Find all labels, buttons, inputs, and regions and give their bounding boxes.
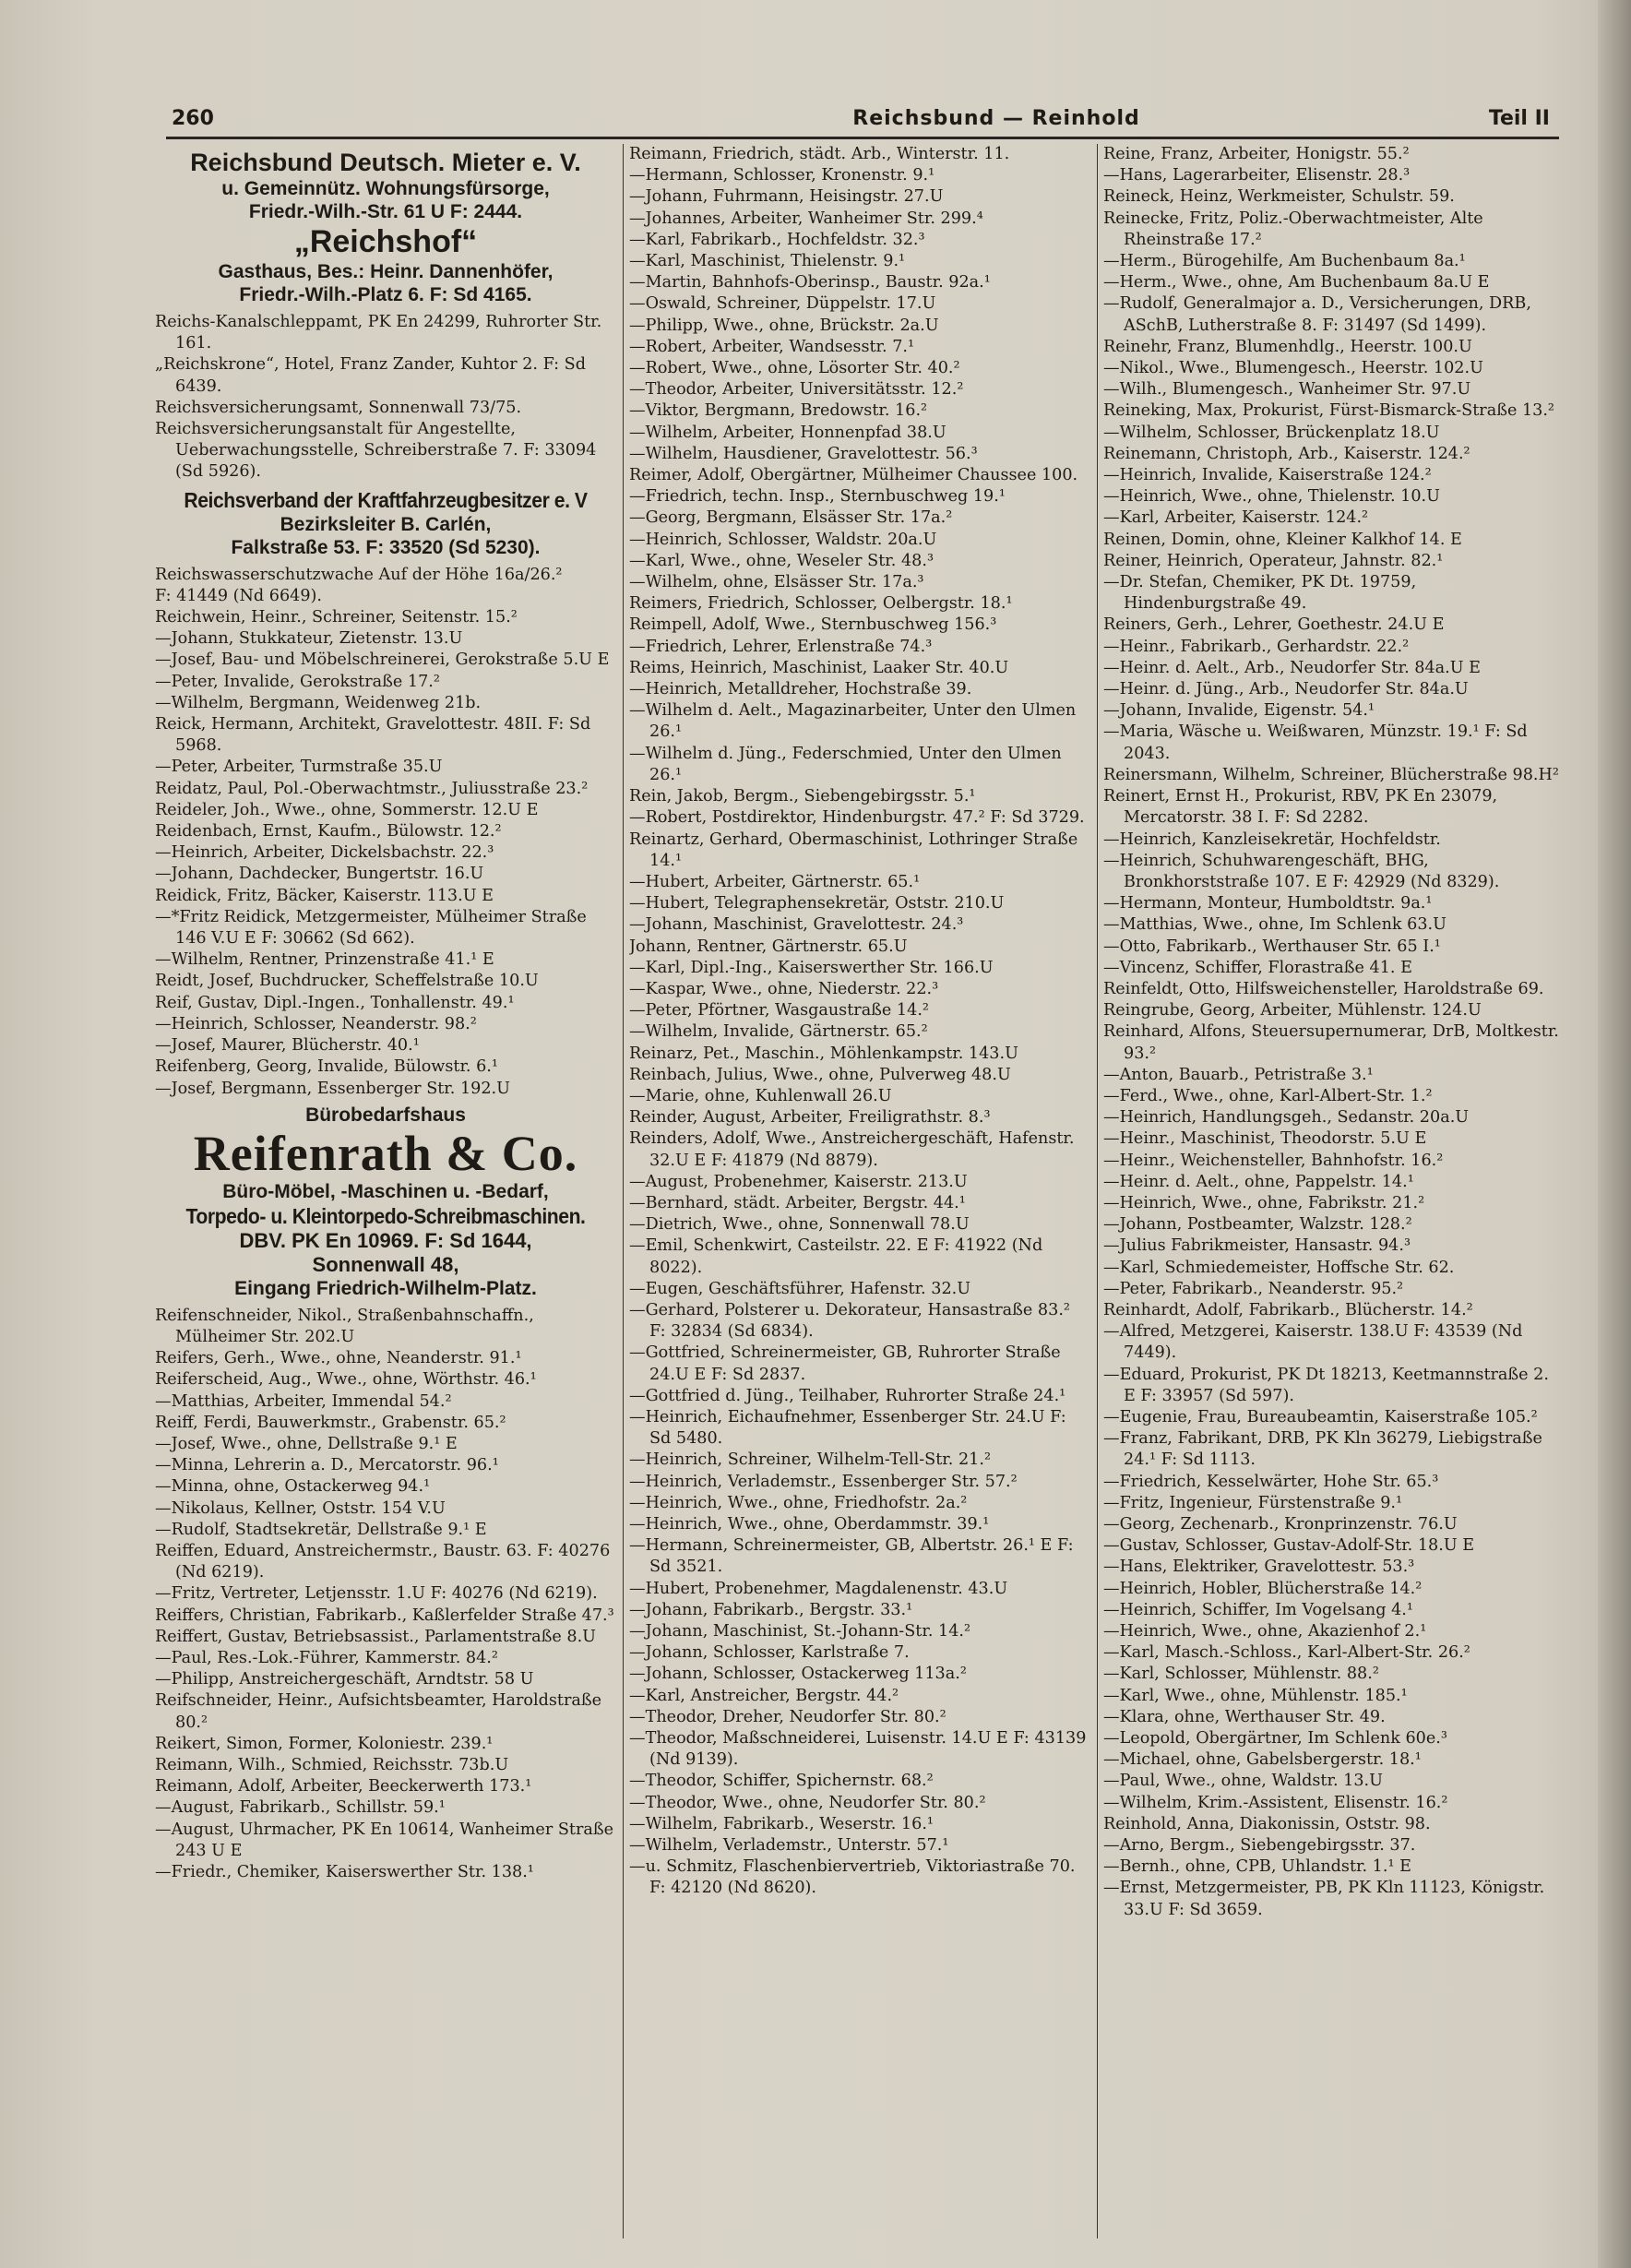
directory-entry: —Karl, Masch.-Schloss., Karl-Albert-Str. 26.² bbox=[1103, 1643, 1470, 1663]
directory-entry: Rein, Jakob, Bergm., Siebengebirgsstr. 5.¹ bbox=[629, 787, 976, 806]
column-divider bbox=[1097, 144, 1098, 2238]
directory-entry: —Otto, Fabrikarb., Werthauser Str. 65 I.¹ bbox=[1103, 937, 1441, 956]
directory-entry: —Minna, Lehrerin a. D., Mercatorstr. 96.¹ bbox=[155, 1456, 499, 1475]
directory-entry: —Paul, Wwe., ohne, Waldstr. 13.U bbox=[1103, 1772, 1383, 1791]
directory-entry: —Hubert, Telegraphensekretär, Oststr. 210.U bbox=[629, 894, 1005, 913]
directory-entry: —Robert, Arbeiter, Wandsesstr. 7.¹ bbox=[629, 337, 915, 356]
directory-entry: —Johann, Fabrikarb., Bergstr. 33.¹ bbox=[629, 1600, 913, 1619]
directory-entry: Reifenschneider, Nikol., Straßenbahnschaffn., Mülheimer Str. 202.U bbox=[155, 1306, 534, 1346]
directory-entry: —Heinrich, Wwe., ohne, Thielenstr. 10.U bbox=[1103, 487, 1440, 507]
directory-entry: —Friedrich, Lehrer, Erlenstraße 74.³ bbox=[629, 637, 933, 656]
directory-entry: —Karl, Maschinist, Thielenstr. 9.¹ bbox=[629, 252, 906, 271]
directory-entry: —Heinr. d. Aelt., Arb., Neudorfer Str. 84a.U E bbox=[1103, 658, 1482, 677]
directory-entry: Reichsversicherungsamt, Sonnenwall 73/75. bbox=[155, 398, 522, 417]
directory-entry: —Matthias, Arbeiter, Immendal 54.² bbox=[155, 1391, 452, 1411]
directory-entry: —Kaspar, Wwe., ohne, Niederstr. 22.³ bbox=[629, 979, 939, 998]
directory-entry: —Wilhelm, Bergmann, Weidenweg 21b. bbox=[155, 693, 482, 712]
directory-entry: —Ernst, Metzgermeister, PB, PK Kln 11123, Königstr. 33.U F: Sd 3659. bbox=[1103, 1879, 1545, 1919]
directory-entry: —Johann, Invalide, Eigenstr. 54.¹ bbox=[1103, 701, 1375, 721]
directory-entry: —Viktor, Bergmann, Bredowstr. 16.² bbox=[629, 401, 928, 421]
directory-entry: Reick, Hermann, Architekt, Gravelottestr. 48II. F: Sd 5968. bbox=[155, 715, 591, 756]
directory-entry: F: 41449 (Nd 6649). bbox=[155, 586, 323, 605]
directory-entry: —Karl, Schlosser, Mühlenstr. 88.² bbox=[1103, 1665, 1379, 1684]
directory-entry: —Philipp, Wwe., ohne, Brückstr. 2a.U bbox=[629, 316, 939, 335]
directory-entry: —Johann, Schlosser, Ostackerweg 113a.² bbox=[629, 1665, 967, 1684]
directory-entry: Reinarz, Pet., Maschin., Möhlenkampstr. 143.U bbox=[629, 1044, 1018, 1063]
page-spine-shadow bbox=[1598, 0, 1631, 2268]
directory-entry: —Hubert, Arbeiter, Gärtnerstr. 65.¹ bbox=[629, 872, 921, 891]
directory-entry: —Philipp, Anstreichergeschäft, Arndtstr. 58 U bbox=[155, 1670, 534, 1689]
directory-entry: —Wilhelm, Schlosser, Brückenplatz 18.U bbox=[1103, 423, 1440, 442]
part-label: Teil II bbox=[1488, 107, 1550, 130]
directory-entry: Reiffers, Christian, Fabrikarb., Kaßlerfelder Straße 47.³ bbox=[155, 1606, 614, 1625]
advertisement-line: Friedr.-Wilh.-Str. 61 U F: 2444. bbox=[248, 201, 523, 222]
directory-entry: Reinersmann, Wilhelm, Schreiner, Blücherstraße 98.H² bbox=[1103, 765, 1559, 784]
directory-entry: —Hermann, Schreinermeister, GB, Albertstr. 26.¹ E F: Sd 3521. bbox=[629, 1536, 1074, 1577]
directory-entry: —Theodor, Dreher, Neudorfer Str. 80.² bbox=[629, 1707, 946, 1726]
directory-entry: —Johann, Fuhrmann, Heisingstr. 27.U bbox=[629, 187, 944, 207]
directory-entry: Reimpell, Adolf, Wwe., Sternbuschweg 156.³ bbox=[629, 615, 997, 635]
advertisement-line: Friedr.-Wilh.-Platz 6. F: Sd 4165. bbox=[239, 284, 532, 305]
directory-column-3 bbox=[1103, 144, 1565, 2238]
directory-entry: Reinfeldt, Otto, Hilfsweichensteller, Haroldstraße 69. bbox=[1103, 979, 1544, 998]
directory-entry: —Eugenie, Frau, Bureaubeamtin, Kaiserstraße 105.² bbox=[1103, 1407, 1538, 1426]
directory-entry: —Karl, Schmiedemeister, Hoffsche Str. 62. bbox=[1103, 1258, 1455, 1277]
directory-entry: —Friedr., Chemiker, Kaiserswerther Str. 138.¹ bbox=[155, 1862, 534, 1881]
directory-entry: —Friedrich, techn. Insp., Sternbuschweg 19.¹ bbox=[629, 487, 1006, 507]
directory-entry: —Leopold, Obergärtner, Im Schlenk 60e.³ bbox=[1103, 1729, 1447, 1749]
directory-entry: —Maria, Wäsche u. Weißwaren, Münzstr. 19.¹ F: Sd 2043. bbox=[1103, 722, 1528, 763]
directory-entry: —Heinrich, Invalide, Kaiserstraße 124.² bbox=[1103, 466, 1432, 485]
directory-entry: Reikert, Simon, Former, Koloniestr. 239.¹ bbox=[155, 1734, 494, 1753]
directory-entry: Reichs-Kanalschleppamt, PK En 24299, Ruhrorter Str. 161. bbox=[155, 313, 602, 353]
directory-entry: —Wilhelm d. Jüng., Federschmied, Unter den Ulmen 26.¹ bbox=[629, 744, 1062, 784]
directory-entry: —Heinrich, Schreiner, Wilhelm-Tell-Str. 21.² bbox=[629, 1450, 991, 1470]
directory-entry: Reichsversicherungsanstalt für Angestellte, Ueberwachungsstelle, Schreiberstraße 7. F: 33094 (Sd 5926). bbox=[155, 420, 597, 482]
advertisement-line: DBV. PK En 10969. F: Sd 1644, bbox=[239, 1228, 532, 1252]
directory-entry: —Hans, Elektriker, Gravelottestr. 53.³ bbox=[1103, 1558, 1415, 1577]
advertisement-line: Reifenrath & Co. bbox=[193, 1125, 578, 1181]
directory-entry: —Klara, ohne, Werthauser Str. 49. bbox=[1103, 1707, 1386, 1726]
directory-entry: „Reichskrone“, Hotel, Franz Zander, Kuhtor 2. F: Sd 6439. bbox=[155, 355, 586, 396]
directory-entry: —Karl, Dipl.-Ing., Kaiserswerther Str. 166.U bbox=[629, 958, 994, 977]
directory-entry: —Gustav, Schlosser, Gustav-Adolf-Str. 18.U E bbox=[1103, 1536, 1475, 1556]
directory-entry: —Johann, Postbeamter, Walzstr. 128.² bbox=[1103, 1215, 1412, 1235]
directory-entry: —Bernh., ohne, CPB, Uhlandstr. 1.¹ E bbox=[1103, 1857, 1411, 1877]
directory-entry: —Hermann, Monteur, Humboldtstr. 9a.¹ bbox=[1103, 894, 1433, 913]
advertisement-line: u. Gemeinnütz. Wohnungsfürsorge, bbox=[221, 178, 550, 199]
directory-entry: —Rudolf, Generalmajor a. D., Versicherungen, DRB, ASchB, Lutherstraße 8. F: 31497 (Sd 1499). bbox=[1103, 294, 1531, 335]
directory-entry: —Karl, Wwe., ohne, Mühlenstr. 185.¹ bbox=[1103, 1686, 1408, 1705]
directory-entry: —Emil, Schenkwirt, Casteilstr. 22. E F: 41922 (Nd 8022). bbox=[629, 1236, 1043, 1277]
directory-entry: —Wilhelm, Krim.-Assistent, Elisenstr. 16.² bbox=[1103, 1793, 1448, 1812]
directory-entry: —Johann, Maschinist, Gravelottestr. 24.³ bbox=[629, 915, 964, 935]
directory-entry: —Josef, Bergmann, Essenberger Str. 192.U bbox=[155, 1079, 510, 1098]
directory-entry: —Johann, Schlosser, Karlstraße 7. bbox=[629, 1643, 910, 1663]
directory-entry: Reinders, Adolf, Wwe., Anstreichergeschäft, Hafenstr. 32.U E F: 41879 (Nd 8879). bbox=[629, 1129, 1075, 1170]
advertisement-line: Büro-Möbel, -Maschinen u. -Bedarf, bbox=[222, 1180, 549, 1202]
directory-entry: —Johann, Maschinist, St.-Johann-Str. 14.² bbox=[629, 1622, 971, 1641]
page-range-title: Reichsbund — Reinhold bbox=[852, 107, 1140, 130]
directory-entry: Reiner, Heinrich, Operateur, Jahnstr. 82.¹ bbox=[1103, 551, 1444, 570]
directory-entry: Reifschneider, Heinr., Aufsichtsbeamter, Haroldstraße 80.² bbox=[155, 1691, 602, 1732]
directory-entry: —Karl, Fabrikarb., Hochfeldstr. 32.³ bbox=[629, 230, 925, 249]
directory-entry: Reichswasserschutzwache Auf der Höhe 16a/26.² bbox=[155, 565, 563, 584]
directory-entry: Reideler, Joh., Wwe., ohne, Sommerstr. 12.U E bbox=[155, 800, 539, 819]
directory-entry: —Josef, Bau- und Möbelschreinerei, Gerokstraße 5.U E bbox=[155, 651, 610, 670]
directory-entry: Reimer, Adolf, Obergärtner, Mülheimer Chaussee 100. bbox=[629, 466, 1078, 485]
directory-entry: Reimers, Friedrich, Schlosser, Oelbergstr. 18.¹ bbox=[629, 594, 1013, 614]
directory-entry: —August, Uhrmacher, PK En 10614, Wanheimer Straße 243 U E bbox=[155, 1820, 614, 1860]
directory-entry: —Josef, Wwe., ohne, Dellstraße 9.¹ E bbox=[155, 1434, 458, 1453]
directory-entry: —Herm., Wwe., ohne, Am Buchenbaum 8a.U E bbox=[1103, 273, 1490, 292]
directory-entry: —Karl, Arbeiter, Kaiserstr. 124.² bbox=[1103, 508, 1369, 528]
directory-entry: —Heinrich, Hobler, Blücherstraße 14.² bbox=[1103, 1579, 1423, 1598]
directory-entry: —Paul, Res.-Lok.-Führer, Kammerstr. 84.² bbox=[155, 1648, 498, 1667]
directory-entry: —Heinrich, Kanzleisekretär, Hochfeldstr. bbox=[1103, 830, 1441, 849]
directory-column-2 bbox=[629, 144, 1090, 2238]
directory-entry: —Wilhelm, Verlademstr., Unterstr. 57.¹ bbox=[629, 1836, 949, 1856]
directory-entry: —Karl, Wwe., ohne, Weseler Str. 48.³ bbox=[629, 551, 934, 570]
directory-entry: Reinecke, Fritz, Poliz.-Oberwachtmeister, Alte Rheinstraße 17.² bbox=[1103, 209, 1483, 249]
directory-entry: Reiffert, Gustav, Betriebsassist., Parlamentstraße 8.U bbox=[155, 1627, 597, 1646]
directory-entry: —Heinrich, Verlademstr., Essenberger Str. 57.² bbox=[629, 1472, 1018, 1491]
directory-entry: —Heinrich, Wwe., ohne, Friedhofstr. 2a.² bbox=[629, 1493, 968, 1512]
directory-entry: Reingrube, Georg, Arbeiter, Mühlenstr. 124.U bbox=[1103, 1001, 1482, 1021]
advertisement-line: Reichsverband der Kraftfahrzeugbesitzer e. V bbox=[184, 487, 588, 512]
directory-entry: —Anton, Bauarb., Petristraße 3.¹ bbox=[1103, 1065, 1374, 1084]
directory-entry: —Hermann, Schlosser, Kronenstr. 9.¹ bbox=[629, 166, 935, 185]
directory-entry: —Heinr., Maschinist, Theodorstr. 5.U E bbox=[1103, 1129, 1427, 1149]
directory-entry: —Heinrich, Wwe., ohne, Fabrikstr. 21.² bbox=[1103, 1193, 1425, 1212]
directory-entry: —Theodor, Maßschneiderei, Luisenstr. 14.U E F: 43139 (Nd 9139). bbox=[629, 1729, 1087, 1770]
directory-entry: —Peter, Fabrikarb., Neanderstr. 95.² bbox=[1103, 1279, 1404, 1298]
directory-entry: —Heinrich, Eichaufnehmer, Essenberger Str. 24.U F: Sd 5480. bbox=[629, 1407, 1066, 1449]
directory-entry: Reims, Heinrich, Maschinist, Laaker Str. 40.U bbox=[629, 658, 1009, 677]
advertisement-line: Gasthaus, Bes.: Heinr. Dannenhöfer, bbox=[218, 261, 554, 282]
advertisement-line: Eingang Friedrich-Wilhelm-Platz. bbox=[234, 1277, 537, 1299]
directory-entry: —Michael, ohne, Gabelsbergerstr. 18.¹ bbox=[1103, 1750, 1422, 1770]
directory-entry: —Friedrich, Kesselwärter, Hohe Str. 65.³ bbox=[1103, 1472, 1439, 1491]
directory-entry: Reinert, Ernst H., Prokurist, RBV, PK En 23079, Mercatorstr. 38 I. F: Sd 2282. bbox=[1103, 787, 1498, 828]
directory-entry: —Hubert, Probenehmer, Magdalenenstr. 43.U bbox=[629, 1579, 1008, 1598]
directory-entry: Reineck, Heinz, Werkmeister, Schulstr. 59. bbox=[1103, 187, 1455, 207]
directory-entry: Reinhard, Alfons, Steuersupernumerar, DrB, Moltkestr. 93.² bbox=[1103, 1022, 1559, 1063]
directory-entry: Reiferscheid, Aug., Wwe., ohne, Wörthstr. 46.¹ bbox=[155, 1370, 537, 1390]
advertisement bbox=[155, 148, 616, 306]
directory-entry: —Wilhelm, Fabrikarb., Weserstr. 16.¹ bbox=[629, 1814, 934, 1833]
directory-entry: —Heinr., Fabrikarb., Gerhardstr. 22.² bbox=[1103, 637, 1410, 656]
directory-entry: —Peter, Pförtner, Wasgaustraße 14.² bbox=[629, 1001, 929, 1021]
column-divider bbox=[623, 144, 624, 2238]
directory-entry: —Peter, Arbeiter, Turmstraße 35.U bbox=[155, 758, 443, 777]
directory-entry: —u. Schmitz, Flaschenbiervertrieb, Viktoriastraße 70. F: 42120 (Nd 8620). bbox=[629, 1857, 1076, 1898]
directory-entry: —Matthias, Wwe., ohne, Im Schlenk 63.U bbox=[1103, 915, 1446, 935]
advertisement-line: Falkstraße 53. F: 33520 (Sd 5230). bbox=[231, 536, 541, 558]
directory-entry: Reidatz, Paul, Pol.-Oberwachtmstr., Juliusstraße 23.² bbox=[155, 779, 589, 798]
directory-entry: Reinen, Domin, ohne, Kleiner Kalkhof 14. E bbox=[1103, 530, 1462, 549]
directory-entry: —Peter, Invalide, Gerokstraße 17.² bbox=[155, 672, 440, 691]
directory-entry: —Ferd., Wwe., ohne, Karl-Albert-Str. 1.² bbox=[1103, 1086, 1433, 1105]
directory-entry: —Theodor, Arbeiter, Universitätsstr. 12.² bbox=[629, 380, 964, 400]
directory-entry: —Georg, Zechenarb., Kronprinzenstr. 76.U bbox=[1103, 1515, 1458, 1534]
directory-entry: —Karl, Anstreicher, Bergstr. 44.² bbox=[629, 1686, 899, 1705]
directory-entry: —Nikolaus, Kellner, Oststr. 154 V.U bbox=[155, 1498, 446, 1518]
directory-entry: —Hans, Lagerarbeiter, Elisenstr. 28.³ bbox=[1103, 166, 1411, 185]
directory-entry: —Heinr. d. Jüng., Arb., Neudorfer Str. 84a.U bbox=[1103, 680, 1469, 699]
directory-entry: —Heinrich, Wwe., ohne, Akazienhof 2.¹ bbox=[1103, 1622, 1427, 1641]
directory-entry: —Oswald, Schreiner, Düppelstr. 17.U bbox=[629, 294, 936, 314]
directory-entry: —Dietrich, Wwe., ohne, Sonnenwall 78.U bbox=[629, 1215, 970, 1235]
directory-entry: Reinhardt, Adolf, Fabrikarb., Blücherstr. 14.² bbox=[1103, 1300, 1473, 1319]
directory-entry: Reinartz, Gerhard, Obermaschinist, Lothringer Straße 14.¹ bbox=[629, 830, 1078, 870]
directory-column-1 bbox=[155, 144, 616, 2238]
directory-entry: —Josef, Maurer, Blücherstr. 40.¹ bbox=[155, 1036, 420, 1056]
directory-entry: —Gottfried, Schreinermeister, GB, Ruhrorter Straße 24.U E F: Sd 2837. bbox=[629, 1343, 1061, 1384]
directory-entry: —Wilhelm, Hausdiener, Gravelottestr. 56.³ bbox=[629, 444, 978, 463]
directory-entry: —Theodor, Schiffer, Spichernstr. 68.² bbox=[629, 1772, 934, 1791]
directory-entry: —Fritz, Vertreter, Letjensstr. 1.U F: 40276 (Nd 6219). bbox=[155, 1584, 598, 1604]
directory-entry: —August, Fabrikarb., Schillstr. 59.¹ bbox=[155, 1798, 446, 1818]
directory-entry: Reiners, Gerh., Lehrer, Goethestr. 24.U E bbox=[1103, 615, 1445, 635]
directory-entry: —Martin, Bahnhofs-Oberinsp., Baustr. 92a.¹ bbox=[629, 273, 991, 292]
directory-entry: —Heinrich, Handlungsgeh., Sedanstr. 20a.U bbox=[1103, 1108, 1470, 1128]
directory-entry: Reidenbach, Ernst, Kaufm., Bülowstr. 12.² bbox=[155, 822, 502, 842]
directory-entry: —Rudolf, Stadtsekretär, Dellstraße 9.¹ E bbox=[155, 1520, 487, 1539]
directory-entry: —Julius Fabrikmeister, Hansastr. 94.³ bbox=[1103, 1236, 1411, 1256]
directory-entry: —Minna, ohne, Ostackerweg 94.¹ bbox=[155, 1477, 431, 1497]
directory-entry: —*Fritz Reidick, Metzgermeister, Mülheimer Straße 146 V.U E F: 30662 (Sd 662). bbox=[155, 907, 587, 949]
directory-entry: —Heinrich, Arbeiter, Dickelsbachstr. 22.³ bbox=[155, 843, 494, 863]
directory-entry: —Vincenz, Schiffer, Florastraße 41. E bbox=[1103, 958, 1412, 977]
directory-entry: —Heinrich, Schuhwarengeschäft, BHG, Bronkhorststraße 107. E F: 42929 (Nd 8329). bbox=[1103, 851, 1500, 891]
directory-entry: —Johann, Dachdecker, Bungertstr. 16.U bbox=[155, 865, 484, 884]
directory-entry: —Dr. Stefan, Chemiker, PK Dt. 19759, Hindenburgstraße 49. bbox=[1103, 573, 1417, 614]
directory-entry: Reifenberg, Georg, Invalide, Bülowstr. 6.¹ bbox=[155, 1057, 498, 1077]
page-number: 260 bbox=[172, 107, 214, 130]
directory-entry: Reinder, August, Arbeiter, Freiligrathstr. 8.³ bbox=[629, 1108, 991, 1128]
directory-entry: Reiff, Ferdi, Bauwerkmstr., Grabenstr. 65.² bbox=[155, 1413, 506, 1432]
directory-entry: —Wilhelm, Arbeiter, Honnenpfad 38.U bbox=[629, 423, 946, 442]
directory-entry: —Herm., Bürogehilfe, Am Buchenbaum 8a.¹ bbox=[1103, 252, 1466, 271]
directory-entry: Reinbach, Julius, Wwe., ohne, Pulverweg 48.U bbox=[629, 1065, 1011, 1084]
directory-entry: —Wilhelm, ohne, Elsässer Str. 17a.³ bbox=[629, 573, 924, 592]
advertisement bbox=[155, 1104, 616, 1300]
directory-entry: —Theodor, Wwe., ohne, Neudorfer Str. 80.² bbox=[629, 1793, 986, 1812]
directory-entry: —Wilh., Blumengesch., Wanheimer Str. 97.U bbox=[1103, 380, 1471, 400]
directory-entry: —Bernhard, städt. Arbeiter, Bergstr. 44.¹ bbox=[629, 1193, 966, 1212]
directory-entry: —Johann, Stukkateur, Zietenstr. 13.U bbox=[155, 629, 463, 649]
advertisement bbox=[155, 487, 616, 559]
directory-entry: —Robert, Wwe., ohne, Lösorter Str. 40.² bbox=[629, 359, 960, 378]
directory-entry: Reidt, Josef, Buchdrucker, Scheffelstraße 10.U bbox=[155, 972, 539, 991]
directory-entry: —Heinrich, Schiffer, Im Vogelsang 4.¹ bbox=[1103, 1600, 1413, 1619]
directory-entry: Reif, Gustav, Dipl.-Ingen., Tonhallenstr. 49.¹ bbox=[155, 993, 515, 1012]
advertisement-line: Bürobedarfshaus bbox=[305, 1104, 466, 1126]
directory-entry: Johann, Rentner, Gärtnerstr. 65.U bbox=[629, 937, 908, 956]
directory-entry: Reineking, Max, Prokurist, Fürst-Bismarck-Straße 13.² bbox=[1103, 401, 1554, 421]
directory-entry: —Johannes, Arbeiter, Wanheimer Str. 299.⁴ bbox=[629, 209, 983, 228]
directory-entry: —Arno, Bergm., Siebengebirgsstr. 37. bbox=[1103, 1836, 1416, 1856]
directory-entry: —Wilhelm, Invalide, Gärtnerstr. 65.² bbox=[629, 1022, 928, 1042]
directory-entry: Reichwein, Heinr., Schreiner, Seitenstr. 15.² bbox=[155, 608, 518, 627]
directory-entry: —Heinr., Weichensteller, Bahnhofstr. 16.² bbox=[1103, 1151, 1444, 1170]
advertisement-line: Torpedo- u. Kleintorpedo-Schreibmaschinen. bbox=[185, 1203, 586, 1228]
directory-entry: Reimann, Friedrich, städt. Arb., Winterstr. 11. bbox=[629, 145, 1010, 163]
directory-entry: —Marie, ohne, Kuhlenwall 26.U bbox=[629, 1086, 892, 1105]
directory-entry: —Gottfried d. Jüng., Teilhaber, Ruhrorter Straße 24.¹ bbox=[629, 1386, 1066, 1405]
directory-entry: Reifers, Gerh., Wwe., ohne, Neanderstr. 91.¹ bbox=[155, 1349, 522, 1368]
directory-entry: Reidick, Fritz, Bäcker, Kaiserstr. 113.U E bbox=[155, 886, 494, 905]
directory-entry: —Fritz, Ingenieur, Fürstenstraße 9.¹ bbox=[1103, 1493, 1403, 1512]
directory-entry: —Nikol., Wwe., Blumengesch., Heerstr. 102.U bbox=[1103, 359, 1483, 378]
directory-entry: —Wilhelm, Rentner, Prinzenstraße 41.¹ E bbox=[155, 950, 494, 970]
directory-entry: —Heinrich, Schlosser, Waldstr. 20a.U bbox=[629, 530, 937, 549]
directory-entry: —Eugen, Geschäftsführer, Hafenstr. 32.U bbox=[629, 1279, 971, 1298]
directory-entry: Reimann, Wilh., Schmied, Reichsstr. 73b.U bbox=[155, 1755, 509, 1774]
directory-entry: Reinemann, Christoph, Arb., Kaiserstr. 124.² bbox=[1103, 444, 1470, 463]
directory-entry: —Heinrich, Schlosser, Neanderstr. 98.² bbox=[155, 1014, 477, 1033]
page-header bbox=[166, 103, 1559, 139]
advertisement-line: „Reichshof“ bbox=[293, 224, 478, 259]
directory-entry: —Eduard, Prokurist, PK Dt 18213, Keetmannstraße 2. E F: 33957 (Sd 597). bbox=[1103, 1365, 1549, 1405]
directory-entry: Reine, Franz, Arbeiter, Honigstr. 55.² bbox=[1103, 145, 1410, 163]
advertisement-line: Bezirksleiter B. Carlén, bbox=[280, 513, 492, 535]
directory-entry: —August, Probenehmer, Kaiserstr. 213.U bbox=[629, 1172, 968, 1191]
directory-entry: —Heinrich, Wwe., ohne, Oberdammstr. 39.¹ bbox=[629, 1515, 990, 1534]
directory-entry: Reiffen, Eduard, Anstreichermstr., Baustr. 63. F: 40276 (Nd 6219). bbox=[155, 1541, 611, 1582]
directory-entry: Reimann, Adolf, Arbeiter, Beeckerwerth 173.¹ bbox=[155, 1777, 532, 1796]
directory-entry: —Georg, Bergmann, Elsässer Str. 17a.² bbox=[629, 508, 953, 528]
directory-entry: —Robert, Postdirektor, Hindenburgstr. 47.² F: Sd 3729. bbox=[629, 808, 1085, 828]
directory-entry: Reinhold, Anna, Diakonissin, Oststr. 98. bbox=[1103, 1814, 1431, 1833]
advertisement-line: Sonnenwall 48, bbox=[312, 1252, 459, 1276]
directory-entry: —Wilhelm d. Aelt., Magazinarbeiter, Unter den Ulmen 26.¹ bbox=[629, 701, 1077, 742]
directory-entry: —Gerhard, Polsterer u. Dekorateur, Hansastraße 83.² F: 32834 (Sd 6834). bbox=[629, 1300, 1070, 1342]
directory-entry: —Heinrich, Metalldreher, Hochstraße 39. bbox=[629, 680, 972, 699]
directory-entry: —Alfred, Metzgerei, Kaiserstr. 138.U F: 43539 (Nd 7449). bbox=[1103, 1322, 1523, 1363]
advertisement-line: Reichsbund Deutsch. Mieter e. V. bbox=[190, 149, 581, 176]
directory-entry: —Franz, Fabrikant, DRB, PK Kln 36279, Liebigstraße 24.¹ F: Sd 1113. bbox=[1103, 1429, 1542, 1470]
directory-entry: —Heinr. d. Aelt., ohne, Pappelstr. 14.¹ bbox=[1103, 1172, 1414, 1191]
directory-entry: Reinehr, Franz, Blumenhdlg., Heerstr. 100.U bbox=[1103, 337, 1472, 356]
